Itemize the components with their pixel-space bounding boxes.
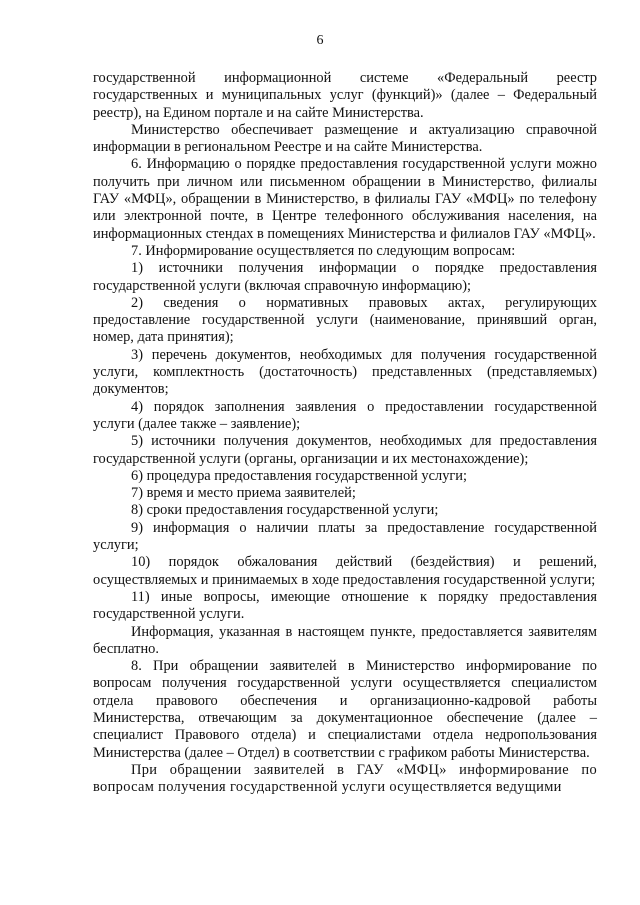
paragraph: Министерство обеспечивает размещение и актуализацию справочной информации в региональном Реестре и на сайте Министерства.	[93, 121, 597, 156]
list-item: 4) порядок заполнения заявления о предоставлении государственной услуги (далее также – заявление);	[93, 398, 597, 432]
list-item: 6) процедура предоставления государственной услуги;	[131, 467, 467, 484]
paragraph: Информация, указанная в настоящем пункте, предоставляется заявителям бесплатно.	[93, 623, 597, 657]
paragraph: При обращении заявителей в ГАУ «МФЦ» информирование по вопросам получения государственной услуги осуществляется ведущими	[93, 761, 597, 796]
list-item: 8) сроки предоставления государственной услуги;	[131, 502, 439, 519]
list-item: 11) иные вопросы, имеющие отношение к порядку предоставления государственной услуги.	[93, 588, 597, 623]
list-item: 5) источники получения документов, необходимых для предоставления государственной услуги (органы, организации и их местонахождение);	[93, 433, 597, 467]
paragraph: 6. Информацию о порядке предоставления государственной услуги можно получить при личном или письменном обращении в Министерство, филиалы ГАУ «МФЦ», обращении в Министерство, в филиалы ГАУ «МФЦ» по телефону или электронной почте, в Центре телефонного обслуживания населения, на информационных стендах в помещениях Министерства и филиалов ГАУ «МФЦ».	[93, 156, 597, 242]
paragraph: государственной информационной системе «Федеральный реестр государственных и муниципальных услуг (функций)» (далее – Федеральный реестр), на Едином портале и на сайте Министерства.	[93, 70, 597, 121]
list-item: 10) порядок обжалования действий (бездействия) и решений, осуществляемых и принимаемых в ходе предоставления государственной услуги;	[93, 554, 597, 588]
list-item: 1) источники получения информации о порядке предоставления государственной услуги (включая справочную информацию);	[93, 260, 597, 294]
page-number: 6	[316, 33, 324, 48]
document-body	[93, 70, 597, 796]
list-item: 7) время и место приема заявителей;	[131, 485, 356, 502]
paragraph: 8. При обращении заявителей в Министерство информирование по вопросам получения государственной услуги осуществляется специалистом отдела правового обеспечения и организационно-кадровой работы Министерства, отвечающим за документационное обеспечение (далее – специалист Правового отдела) и специалистами отдела недропользования Министерства (далее – Отдел) в соответствии с графиком работы Министерства.	[93, 658, 597, 761]
list-item: 9) информация о наличии платы за предоставление государственной услуги;	[93, 519, 597, 554]
paragraph: 7. Информирование осуществляется по следующим вопросам:	[131, 242, 516, 259]
list-item: 2) сведения о нормативных правовых актах, регулирующих предоставление государственной услуги (наименование, принявший орган, номер, дата принятия);	[93, 294, 597, 346]
list-item: 3) перечень документов, необходимых для получения государственной услуги, комплектность (достаточность) представленных (представляемых) документов;	[93, 346, 597, 398]
